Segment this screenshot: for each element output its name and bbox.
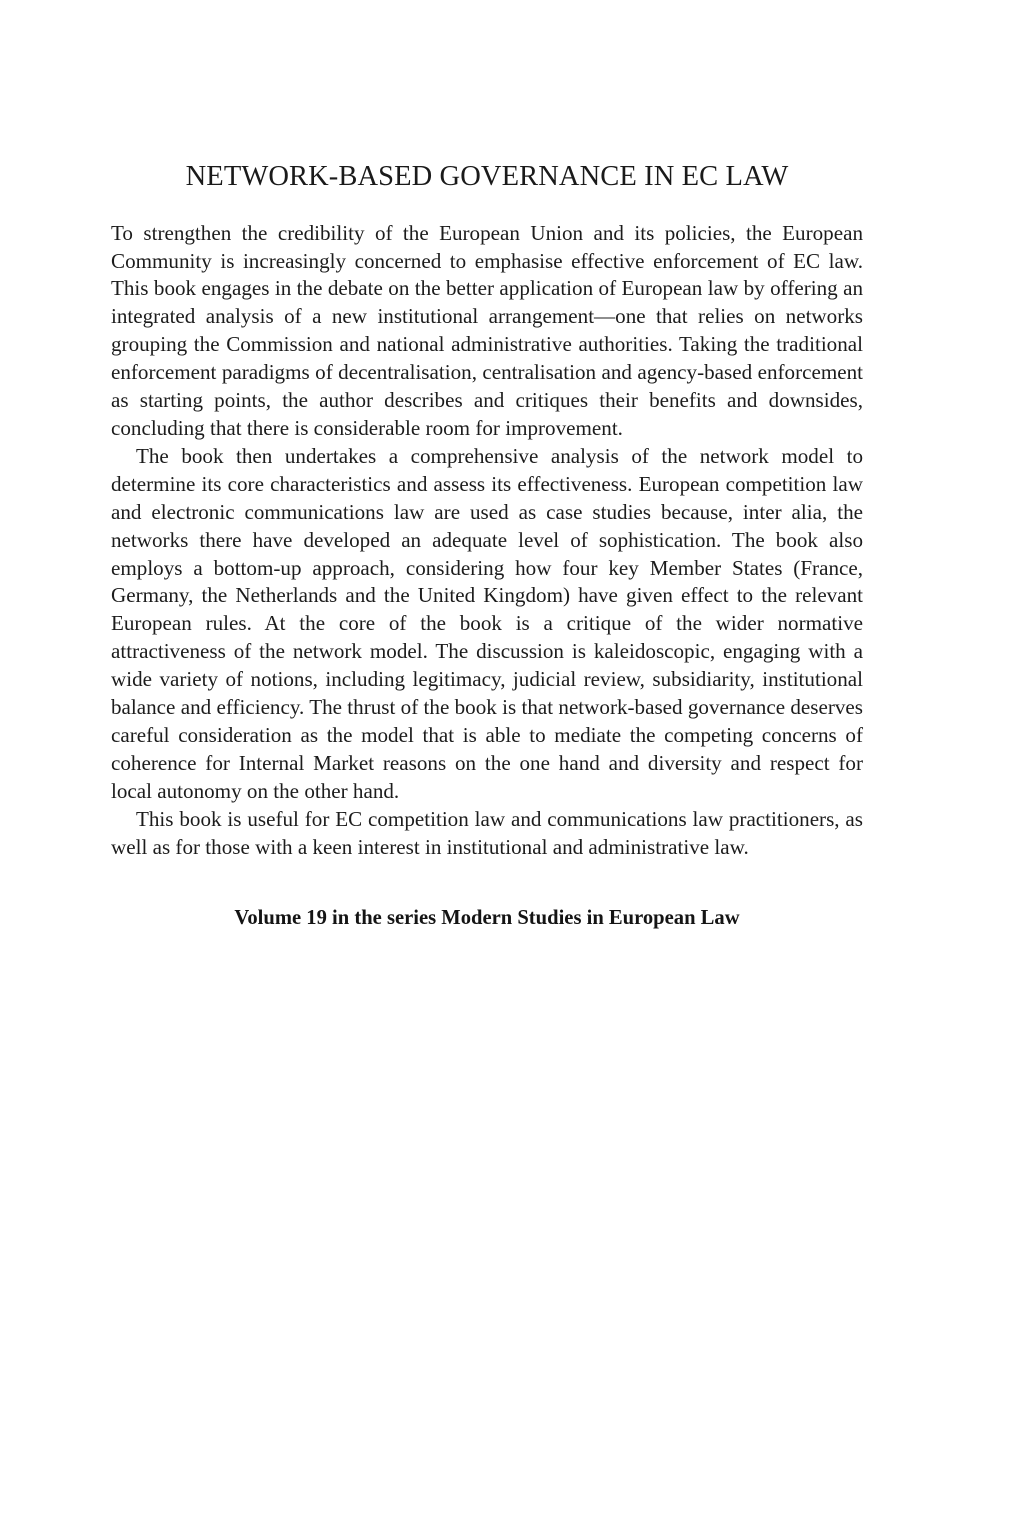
series-note: Volume 19 in the series Modern Studies in European Law <box>234 907 740 930</box>
blurb-paragraph-2: The book then undertakes a comprehensive analysis of the network model to determine its core characteristics and assess its effectiveness. European competition law and electronic communications law are used as case studies because, inter alia, the networks there have developed an adequate level of sophistication. The book also employs a bottom-up approach, considering how four key Member States (France, Germany, the Netherlands and the United Kingdom) have given effect to the relevant European rules. At the core of the book is a critique of the wider normative attractiveness of the network model. The discussion is kaleidoscopic, engaging with a wide variety of notions, including legitimacy, judicial review, subsidiarity, institutional balance and efficiency. The thrust of the book is that network-based governance deserves careful consideration as the model that is able to mediate the competing concerns of coherence for Internal Market reasons on the one hand and diversity and respect for local autonomy on the other hand. <box>111 443 863 803</box>
blurb-paragraph-1: To strengthen the credibility of the European Union and its policies, the European Community is increasingly concerned to emphasise effective enforcement of EC law. This book engages in the debate on the better application of European law by offering an integrated analysis of a new institutional arrangement—one that relies on networks grouping the Commission and national administrative authorities. Taking the traditional enforcement paradigms of decentralisation, centralisation and agency-based enforcement as starting points, the author describes and critiques their benefits and downsides, concluding that there is considerable room for improvement. <box>111 220 863 440</box>
blurb-content <box>111 160 863 931</box>
blurb-paragraph-3: This book is useful for EC competition law and communications law practitioners, as well as for those with a keen interest in institutional and administrative law. <box>111 806 863 859</box>
page-title: NETWORK-BASED GOVERNANCE IN EC LAW <box>185 161 789 192</box>
